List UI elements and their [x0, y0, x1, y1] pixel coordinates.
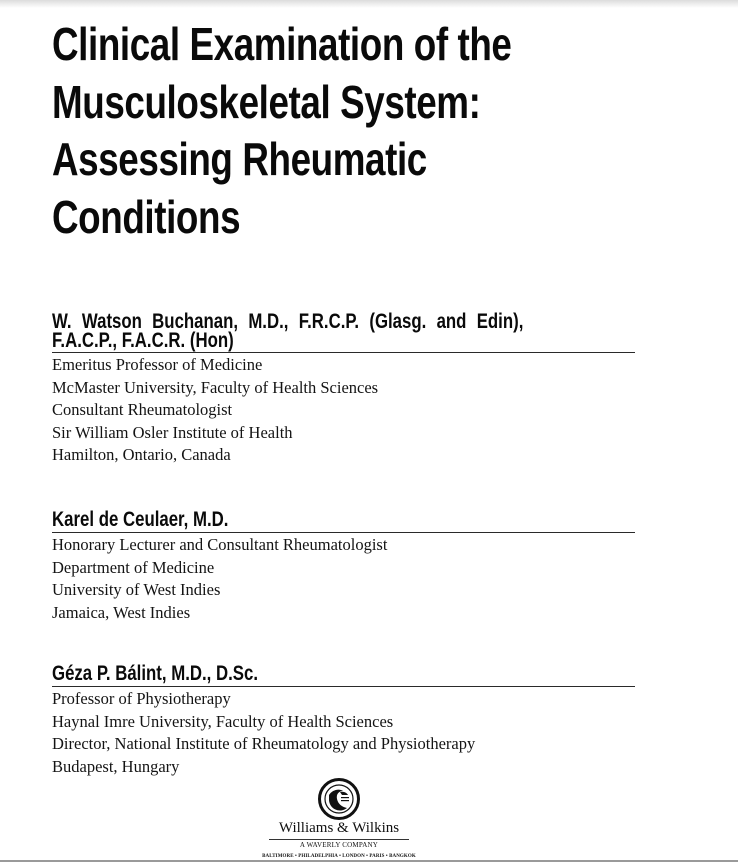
author-name [52, 664, 636, 686]
author-rule [52, 532, 635, 533]
affiliation-line: Hamilton, Ontario, Canada [52, 445, 231, 465]
affiliation-line: Honorary Lecturer and Consultant Rheumatologist [52, 535, 388, 554]
author-block-de-ceulaer [52, 510, 637, 624]
author-affiliations [52, 534, 637, 624]
author-name-line: Karel de Ceulaer, M.D. [52, 508, 229, 531]
author-name-line: F.A.C.P., F.A.C.R. (Hon) [52, 329, 234, 352]
book-title [52, 16, 692, 246]
author-rule [52, 686, 635, 687]
author-block-balint [52, 664, 637, 778]
affiliation-line: Budapest, Hungary [52, 756, 180, 776]
author-affiliations [52, 354, 637, 467]
affiliation-line: Consultant Rheumatologist [52, 400, 233, 420]
title-line: Clinical Examination of the [52, 18, 512, 70]
author-name [52, 510, 636, 532]
author-name [52, 312, 636, 352]
affiliation-line: Emeritus Professor of Medicine [52, 355, 263, 374]
author-affiliations [52, 688, 637, 778]
publisher-subtitle: A WAVERLY COMPANY [299, 841, 379, 849]
publisher-cities: BALTIMORE • PHILADELPHIA • LONDON • PARIS • BANGKOK [262, 854, 416, 859]
title-line: Musculoskeletal System: [52, 75, 481, 128]
author-rule [52, 352, 635, 353]
publisher-imprint [262, 778, 416, 860]
publisher-rule [269, 839, 409, 840]
author-block-buchanan [52, 312, 637, 467]
affiliation-line: Sir William Osler Institute of Health [52, 422, 293, 442]
publisher-name: Williams & Wilkins [278, 820, 400, 836]
wave-circle-logo-icon [318, 778, 360, 820]
affiliation-line: University of West Indies [52, 580, 221, 600]
affiliation-line: Department of Medicine [52, 557, 215, 577]
affiliation-line: Haynal Imre University, Faculty of Health Sciences [52, 711, 394, 731]
affiliation-line: McMaster University, Faculty of Health Sciences [52, 377, 379, 397]
title-line: Assessing Rheumatic [52, 133, 427, 185]
title-line: Conditions [52, 190, 241, 243]
author-name-line: Géza P. Bálint, M.D., D.Sc. [52, 662, 259, 685]
affiliation-line: Professor of Physiotherapy [52, 689, 231, 708]
affiliation-line: Director, National Institute of Rheumatology and Physiotherapy [52, 734, 476, 754]
affiliation-line: Jamaica, West Indies [52, 602, 191, 622]
author-name-line: W. Watson Buchanan, M.D., F.R.C.P. (Glasg. and Edin), [52, 310, 524, 333]
